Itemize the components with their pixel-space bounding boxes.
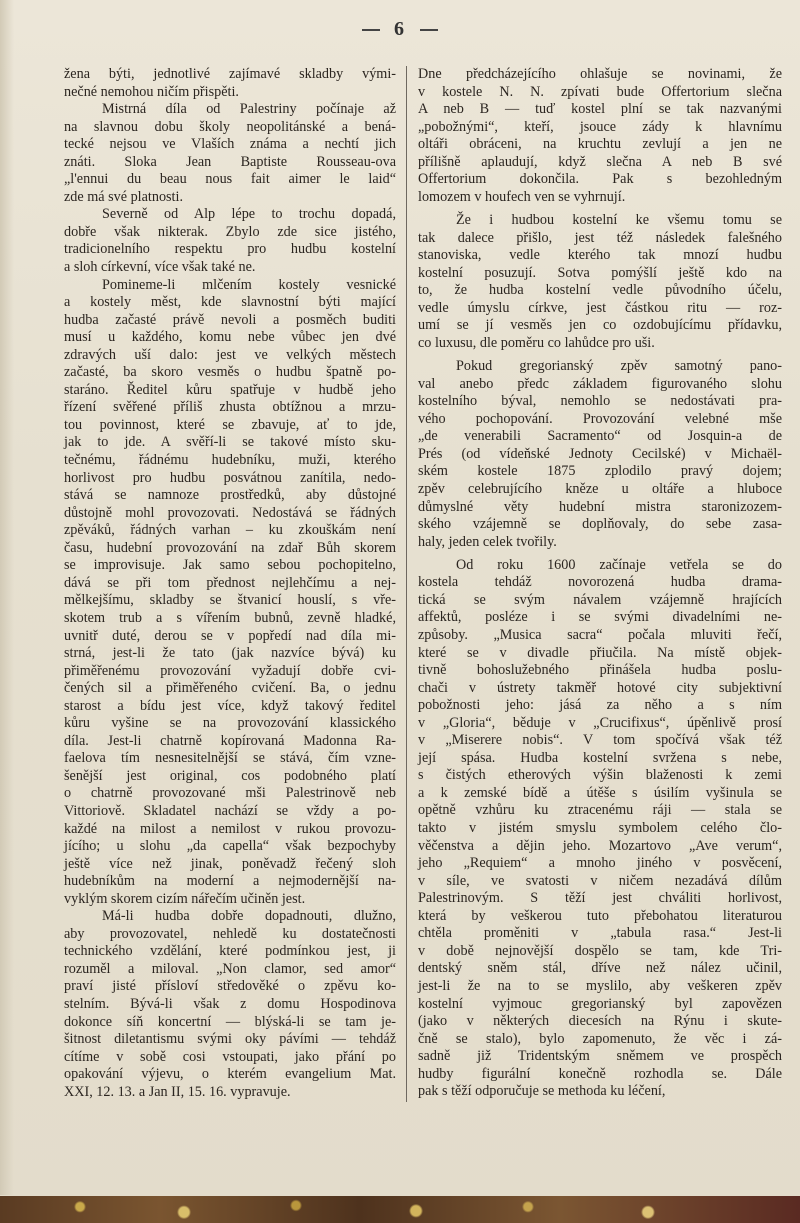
text-line: Má-li hudba dobře dopadnouti, dlužno, [102, 908, 396, 925]
text-line: čených sil a přiměřeného cvičení. Ba, o jednu [64, 680, 396, 697]
dash-right [420, 29, 438, 31]
text-line: hudebníkům na moderní a nejmodernější na- [64, 873, 396, 890]
text-line: haly, jeden celek tvořily. [418, 533, 557, 550]
text-line: čně se stalo), bylo zapomenuto, že věc i zá- [418, 1030, 782, 1047]
text-line: kostelní vyjmouc gregorianský byl zapovězen [418, 995, 782, 1012]
text-line: přílišně aplaudují, když slečna A neb B své [418, 153, 782, 170]
text-line: Mistrná díla od Palestriny počínaje až [102, 101, 396, 118]
text-line: ském kostele 1875 zplodilo pravý dojem; [418, 463, 782, 480]
text-line: Pomineme-li mlčením kostely vesnické [102, 276, 396, 293]
text-line: začasté, ba skoro vesměs o hudbu špatně po- [64, 364, 396, 381]
text-line: dokonce síň koncertní — blýská-li se tam je- [64, 1013, 396, 1030]
text-line: v síle, ve svatosti v ničem nezadává dílům [418, 872, 782, 889]
text-line: tak dalece přišlo, jest též následek falešného [418, 229, 782, 246]
text-line: v „Miserere nobis“. V tom spočívá však též [418, 732, 782, 749]
text-line: stává se namnoze prostředků, aby důstojné [64, 487, 396, 504]
text-line: opětně vzhůru ku ztracenému ráji — stala se [418, 802, 782, 819]
text-line: jeho „Requiem“ a mnoho jiného v posvěcení, [418, 855, 782, 872]
text-line: jak to jde. A svěří-li se takové místo sku- [64, 434, 396, 451]
text-line: (jako v některých diecesích na Rýnu i skute- [418, 1013, 782, 1030]
text-line: Offertorium dokončila. Pak s bezohledným [418, 171, 782, 188]
text-line: staráno. Ředitel kůru spatřuje v hudbě jeho [64, 381, 396, 398]
page-number: 6 [394, 18, 406, 40]
text-line: ského vzájemně se doplňovaly, do sebe zasa- [418, 516, 782, 533]
text-line: jícího; u slohu „da capella“ však bezpochyby [64, 838, 396, 855]
text-line: zpěváků, řádných varhan – ku zkouškám není [64, 522, 396, 539]
text-line: dává se při tom přednost nejlehčímu a nej- [64, 574, 396, 591]
text-line: šenější jest original, cos podobného platí [64, 767, 396, 784]
text-line: způsoby. „Musica sacra“ počala mluviti řečí, [418, 627, 782, 644]
text-line: mělkejšímu, skladby se štvanicí houslí, s vře- [64, 592, 396, 609]
text-line: díla. Jest-li chatrně kopírovaná Madonna Ra- [64, 732, 396, 749]
text-line: oltáři obráceni, na kruchtu zevlují a jen ne [418, 136, 782, 153]
text-line: Od roku 1600 začínaje vetřela se do [456, 556, 782, 573]
text-line: nečné nemohou ničím přispěti. [64, 83, 239, 100]
paragraph [418, 557, 782, 1101]
text-line: tradicionelního respektu pro hudbu kostelní [64, 241, 396, 258]
text-line: „pobožnými“, kteří, jsouce zády k hlavnímu [418, 118, 782, 135]
text-line: v kostele N. N. zpívati bude Offertorium slečna [418, 83, 782, 100]
text-line: lomozem v houfech ven se vyhrnují. [418, 188, 626, 205]
paragraph [64, 66, 396, 101]
text-line: technického vzdělání, které podmínkou jest, ji [64, 943, 396, 960]
text-line: takto v jistém smyslu symbolem celého člo- [418, 820, 782, 837]
text-line: rozuměl a miloval. „Non clamor, sed amor“ [64, 960, 396, 977]
text-line: její spása. Hudba kostelní svržena s nebe, [418, 749, 782, 766]
text-line: strná, jest-li že tato (jak nazvíce bývá) ku [64, 645, 396, 662]
text-line: affektů, posléze i se svými divadelními ne- [418, 609, 782, 626]
text-line: Dne předcházejícího ohlašuje se novinami, že [418, 66, 782, 82]
text-line: opakování výjevu, o kterém evangelium Mat. [64, 1066, 396, 1083]
text-line: A neb B — tuď kostel plní se tak nazvanými [418, 101, 782, 118]
text-line: řízení svěřené příliš zhusta obtížnou a mrzu- [64, 399, 396, 416]
text-line: faelova tím nesnesitelnější se stává, čím vzne- [64, 750, 396, 767]
text-line: chtěla proměniti v „tabula rasa.“ Jest-li [418, 925, 782, 942]
text-line: a k zemské bídě a útěše s úsilím vyšinula se [418, 784, 782, 801]
text-line: hudby figurální konečně rozhodla se. Dále [418, 1065, 782, 1082]
text-line: starost a bídu jest více, když takový ředitel [64, 697, 396, 714]
text-line: a kostely měst, kde slavnostní býti mající [64, 294, 396, 311]
paragraph [64, 101, 396, 206]
text-line: horlivost pro hudbu posvátnou zanítila, nedo- [64, 469, 396, 486]
text-line: tecké nejsou ve Vlaších známa a nechtí jich [64, 136, 396, 153]
column-divider [406, 66, 407, 1102]
paragraph [64, 908, 396, 1101]
text-line: v době nejnovější dospělo se tam, kde Tri- [418, 942, 782, 959]
text-line: uvnitř duté, derou se v popředí nad díla mi- [64, 627, 396, 644]
text-line: zde má své platnosti. [64, 188, 183, 205]
text-line: každé na milost a nemilost v rukou provozu- [64, 820, 396, 837]
text-line: Severně od Alp lépe to trochu dopadá, [102, 206, 396, 223]
right-column [418, 66, 782, 1101]
dash-left [362, 29, 380, 31]
text-line: vého pochopování. Provozování velebné mše [418, 410, 782, 427]
paragraph [64, 277, 396, 909]
text-line: aby provozovatel, nehledě ku dostatečnosti [64, 925, 396, 942]
text-line: tou povinnost, které se zbavuje, ať to jde, [64, 416, 396, 433]
text-line: Že i hudbou kostelní ke všemu tomu se [456, 212, 782, 229]
text-line: dobře však nikterak. Zbylo zde sice jistého, [64, 223, 396, 240]
text-line: chači v ústrety takměř hotové city subjektivní [418, 679, 782, 696]
text-line: se improvisuje. Jak samo sebou pochopitelno, [64, 557, 396, 574]
text-line: času, hudební provozování na zdař Bůh skorem [64, 539, 396, 556]
text-line: pak s těží odporučuje se methoda ku léčení, [418, 1083, 666, 1100]
text-line: na slavnou dobu školy neopolitánské a bená- [64, 118, 396, 135]
text-line: umí se jí vesměs jen co ozdobujícímu přídavku, [418, 317, 782, 334]
text-line: to, že hudba kostelní vedle původního účelu, [418, 282, 782, 299]
paragraph [64, 206, 396, 276]
text-line: která by veškerou tuto přebohatou literaturou [418, 907, 782, 924]
text-line: stanoviska, vedle kterého tak mnozí hudbu [418, 247, 782, 264]
text-line: v „Gloria“, běduje v „Crucifixus“, úpěnlivě prosí [418, 714, 782, 731]
paragraph [418, 212, 782, 352]
text-line: co luxusu, dle poměru co lahůdce pro uši. [418, 334, 655, 351]
text-line: důstojně mohl provozovati. Nedostává se řádných [64, 504, 396, 521]
text-line: stelním. Bývá-li však z domu Hospodinova [64, 995, 396, 1012]
text-line: s čistých etherových výšin blaženosti k zemi [418, 767, 782, 784]
text-line: tivně bohoslužebného přinášela hudba poslu- [418, 662, 782, 679]
page-edge-shadow [0, 0, 14, 1195]
text-line: zpěv celebrujícího kněze u oltáře a hluboce [418, 480, 782, 497]
text-line: a sloh církevní, více však také ne. [64, 259, 256, 276]
text-line: pobožnosti jeho: jásá za něho a s ním [418, 697, 782, 714]
paragraph [418, 358, 782, 551]
text-line: cítíme v sobě cosi vstoupati, jako přání po [64, 1048, 396, 1065]
text-line: šitnost diletantismu svými oky pávími — tehdáž [64, 1031, 396, 1048]
marbled-page-edge [0, 1196, 800, 1223]
text-line: XXI, 12. 13. a Jan II, 15. 16. vypravuje. [64, 1083, 291, 1100]
text-line: vedle úmyslu církve, jest částkou ritu — roz- [418, 299, 782, 316]
text-line: musí u každého, komu nebe vůbec jen dvé [64, 329, 396, 346]
text-line: znáti. Sloka Jean Baptiste Rousseau-ova [64, 153, 396, 170]
text-line: kostelního býval, nemohlo se nedostávati pra- [418, 393, 782, 410]
text-line: kostelní posuzují. Sotva pomýšlí ještě kdo na [418, 264, 782, 281]
text-line: Pokud gregorianský zpěv samotný pano- [456, 358, 782, 375]
text-line: tická se svým návalem vzájemně hrajících [418, 591, 782, 608]
text-line: kůru vyšine se na provozování klassického [64, 715, 396, 732]
text-line: „l'ennui du beau nous fait aimer le laid“ [64, 171, 396, 188]
paragraph [418, 66, 782, 206]
text-line: skotem trub a s vířením bubnů, zevně hladké, [64, 609, 396, 626]
text-line: jest-li že na to se myslilo, aby veškeren zpěv [418, 977, 782, 994]
text-line: sadně již Tridentským sněmem ve prospěch [418, 1048, 782, 1065]
text-line: Palestrinovým. S těží jest chváliti horlivost, [418, 890, 782, 907]
text-line: kostela tehdáž novorozená hudba drama- [418, 574, 782, 591]
text-line: Vittoriově. Skladatel nachází se vždy a po- [64, 802, 396, 819]
text-line: Prés (od vídeňské Jednoty Cecilské) v Michaël- [418, 445, 782, 462]
text-line: tečnému, řádnému hudebníku, muži, kterého [64, 452, 396, 469]
text-line: věčenstva a dějin jeho. Mozartovo „Ave verum“, [418, 837, 782, 854]
page-number-header [0, 18, 800, 41]
text-line: důmyslné věty hudební mistra staronizozem- [418, 498, 782, 515]
text-line: ještě více než jinak, poněvadž řečený sloh [64, 855, 396, 872]
text-line: praví jisté přísloví středověké o zpěvu ko- [64, 978, 396, 995]
text-line: val anebo předc základem figurovaného slohu [418, 375, 782, 392]
text-line: hudba začasté právě nevoli a posměch buditi [64, 311, 396, 328]
text-line: žena býti, jednotlivé zajímavé skladby vými- [64, 66, 396, 82]
text-line: zdravých uší dalo: jest ve velkých městech [64, 346, 396, 363]
text-line: přiměřenému provozování vyžadují dobře cvi- [64, 662, 396, 679]
text-line: o chatrně provozované mši Palestrinově neb [64, 785, 396, 802]
text-line: „de venerabili Sacramento“ od Josquin-a de [418, 428, 782, 445]
text-line: které se v divadle přiučila. Na místě objek- [418, 644, 782, 661]
left-column [64, 66, 396, 1101]
text-line: vyklým skorem cizím nářečím učiněn jest. [64, 890, 306, 907]
text-line: dentský sněm stál, dříve než nález učinil, [418, 960, 782, 977]
